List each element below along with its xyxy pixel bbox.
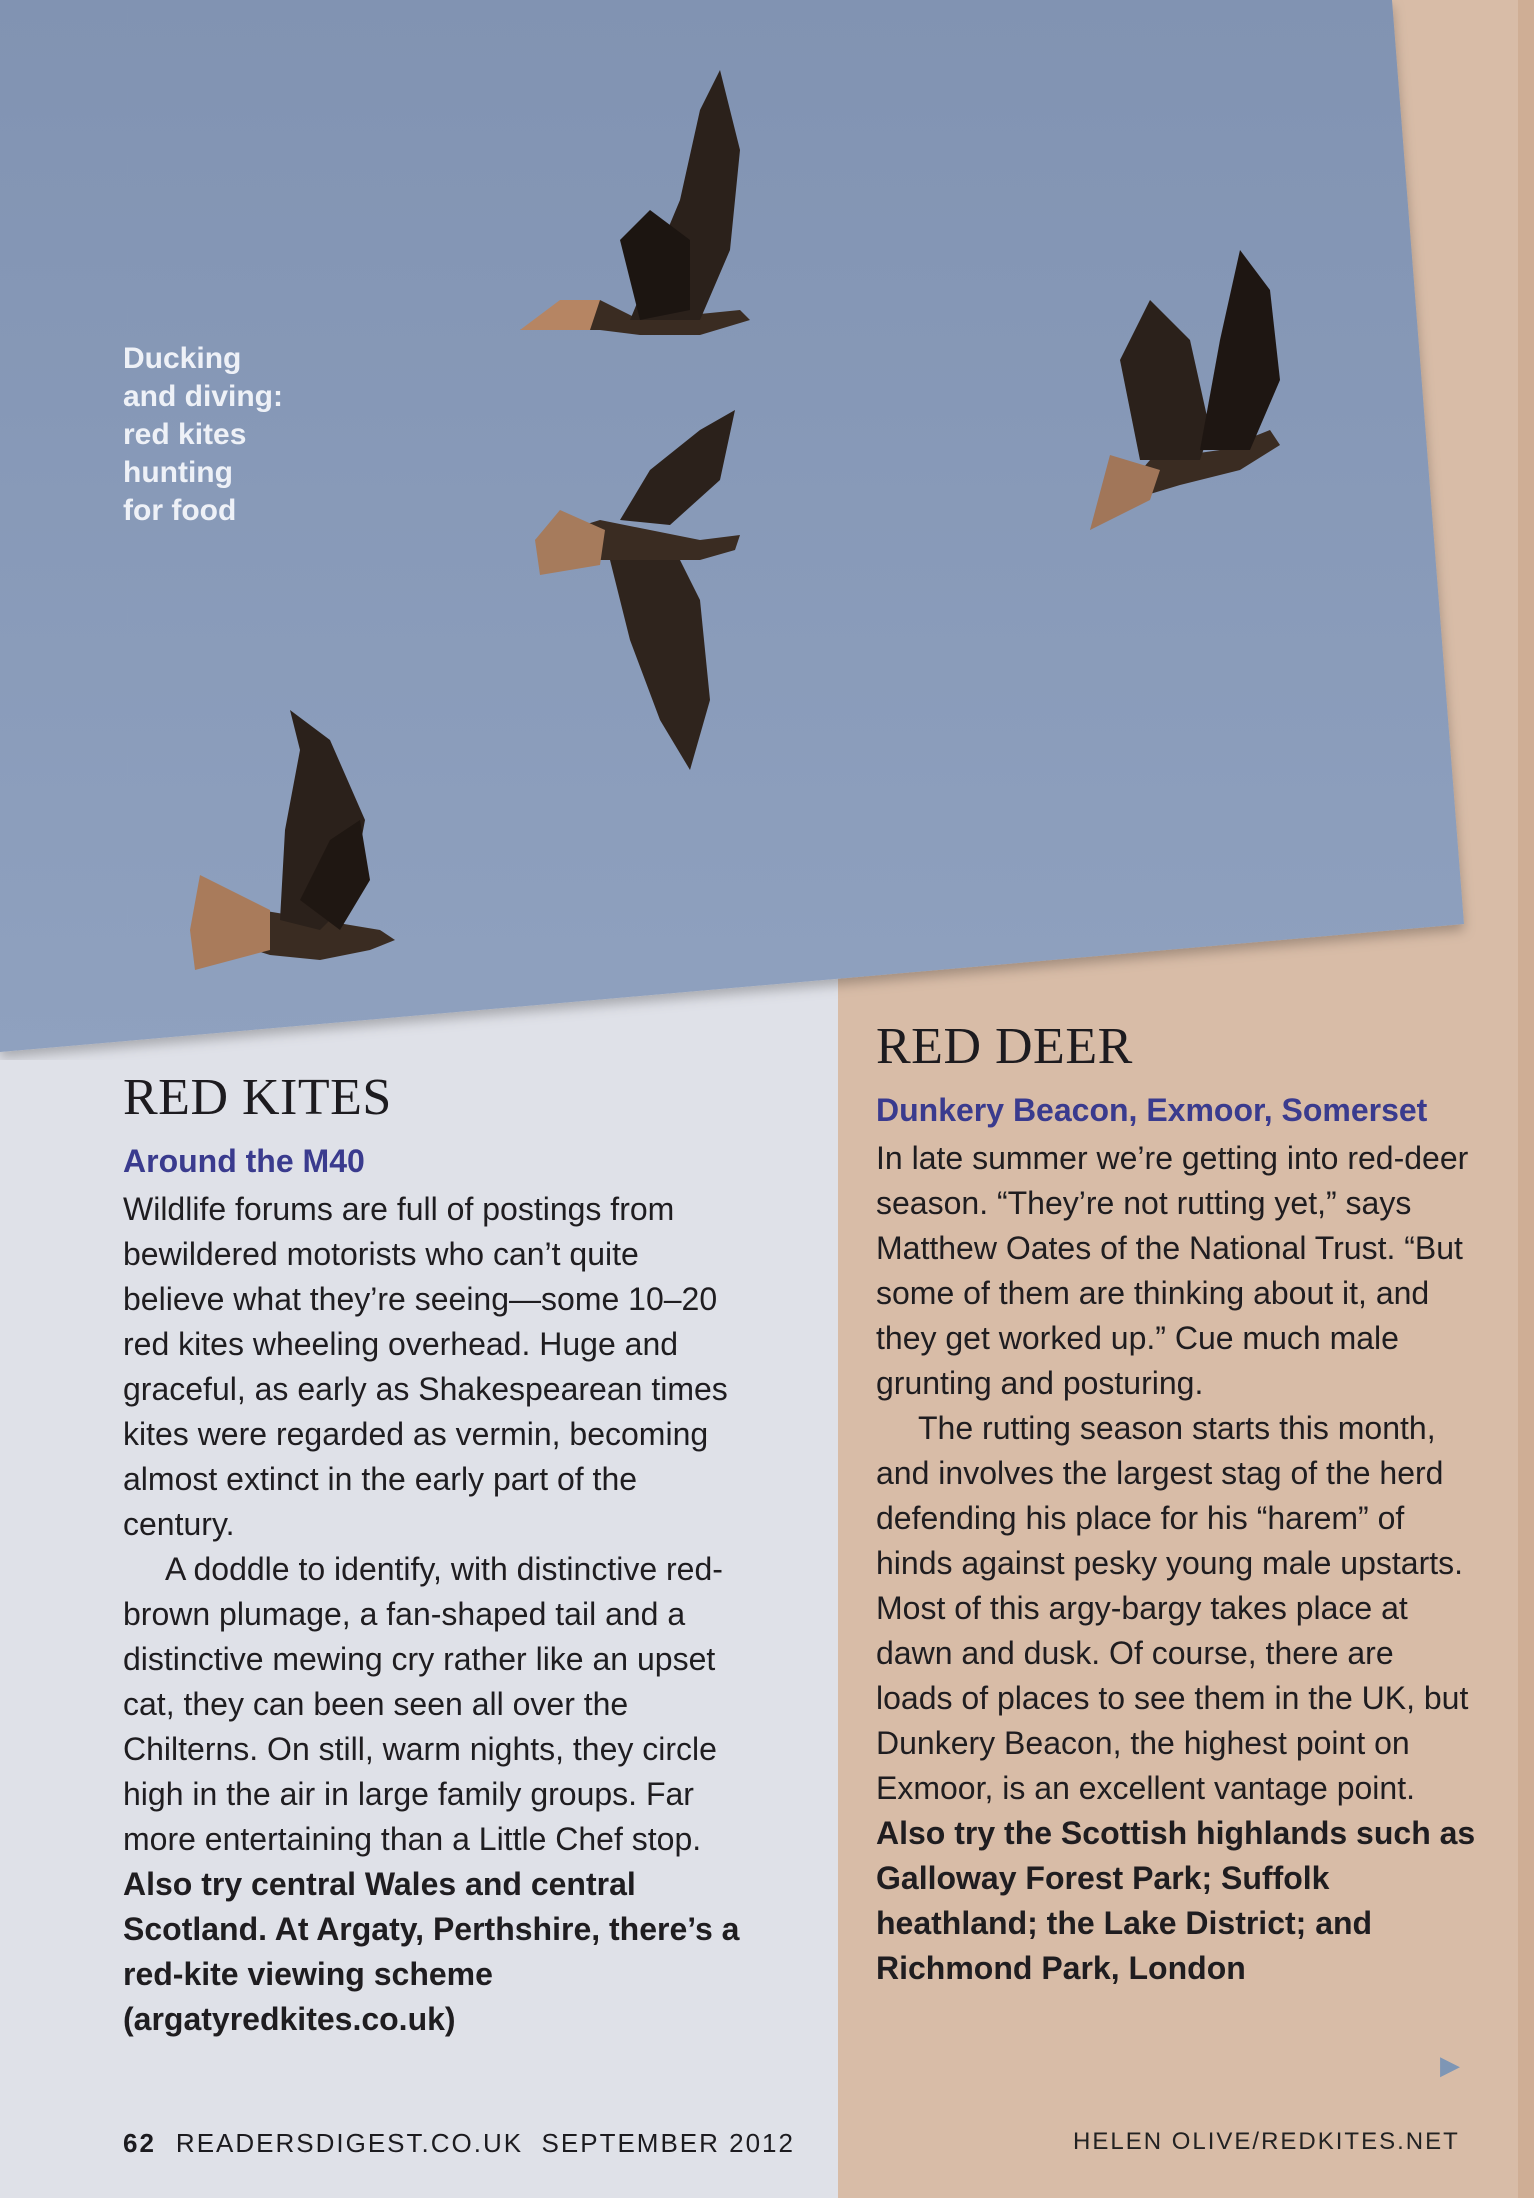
caption-line: hunting [123,456,233,489]
also-try-note: Also try central Wales and central Scotland. At Argaty, Perthshire, there’s a red-kite viewing scheme (argatyredkites.co.uk) [123,1866,740,2037]
red-kites-article [123,1068,743,2042]
caption-line: Ducking [123,342,242,375]
continue-arrow-icon: ▶ [1440,2050,1460,2080]
caption-line: red kites [123,418,247,451]
photo-caption [123,340,323,530]
caption-line: and diving: [123,380,283,413]
article-paragraph: Wildlife forums are full of postings from bewildered motorists who can’t quite believe what they’re seeing—some 10–20 red kites wheeling overhead. Huge and graceful, as early as Shakespearean times kites were regarded as vermin, becoming almost extinct in the early part of the century. [123,1191,728,1542]
also-try-note: Also try the Scottish highlands such as Galloway Forest Park; Suffolk heathland; the Lake District; and Richmond Park, London [876,1815,1476,1986]
article-heading: RED KITES [123,1069,392,1126]
caption-line: for food [123,494,237,527]
article-location: Around the M40 [123,1143,365,1179]
article-location: Dunkery Beacon, Exmoor, Somerset [876,1092,1428,1128]
article-paragraph: A doddle to identify, with distinctive red-brown plumage, a fan-shaped tail and a distinctive mewing cry rather like an upset cat, they can been seen all over the Chilterns. On still, warm nights, they circle high in the air in large family groups. Far more entertaining than a Little Chef stop. [123,1551,723,1857]
red-deer-article [876,1017,1476,1991]
article-heading: RED DEER [876,1018,1133,1075]
publication-line: READERSDIGEST.CO.UK SEPTEMBER 2012 [175,2128,795,2158]
article-paragraph: The rutting season starts this month, and involves the largest stag of the herd defending his place for his “harem” of hinds against pesky young male upstarts. Most of this argy-bargy takes place at dawn and dusk. Of course, there are loads of places to see them in the UK, but Dunkery Beacon, the highest point on Exmoor, is an excellent vantage point. [876,1410,1469,1806]
page-number: 62 [123,2128,156,2158]
footer-folio [123,2128,795,2159]
article-paragraph: In late summer we’re getting into red-deer season. “They’re not rutting yet,” says Matthew Oates of the National Trust. “But some of them are thinking about it, and they get worked up.” Cue much male grunting and posturing. [876,1140,1469,1401]
photo-credit: HELEN OLIVE/REDKITES.NET [1073,2128,1460,2155]
red-kites-photo [0,0,1534,1060]
